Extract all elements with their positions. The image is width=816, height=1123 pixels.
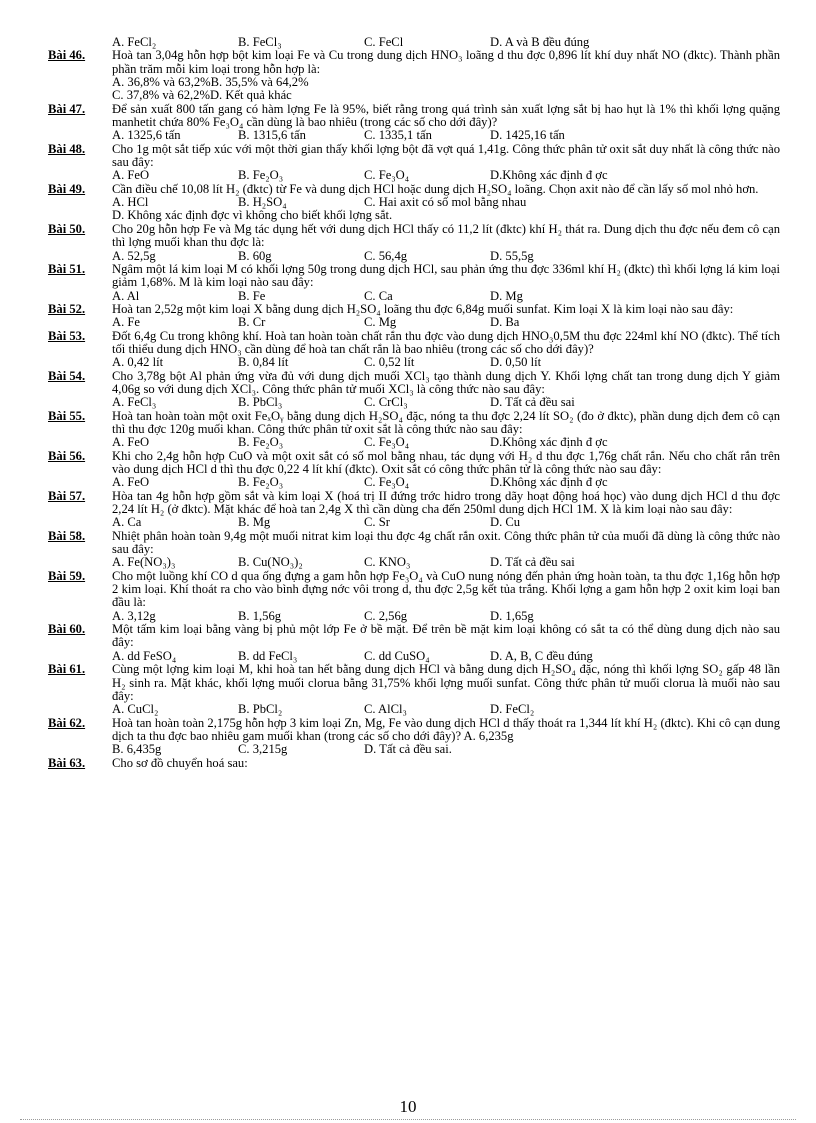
option-row: [112, 169, 780, 182]
question-text: Hoà tan 2,52g một kim loại X bằng dung dịch H₂SO₄ loãng thu đợc 6,84g muối sunfat. Kim loại X là kim loại nào sau đây:: [112, 301, 734, 316]
question-label: Bài 47.: [48, 101, 86, 116]
question-label: Bài 56.: [48, 448, 86, 463]
question-item: [48, 143, 780, 183]
question-body: [112, 223, 780, 263]
option-row: [112, 396, 780, 409]
answer-option: A. dd FeSO₄: [112, 648, 177, 663]
question-text: Cho sơ đồ chuyển hoá sau:: [112, 755, 248, 770]
question-label: Bài 46.: [48, 48, 86, 63]
answer-option: D. A và B đều đúng: [490, 35, 590, 49]
option-row: [112, 89, 780, 102]
answer-option: B. Cu(NO₃)₂: [238, 555, 303, 570]
question-text: Nhiệt phân hoàn toàn 9,4g một muối nitrat kim loại thu đợc 4g chất rắn oxit. Công thức phân tử của muối đã dùng là công thức nào sau đây:: [112, 528, 780, 557]
answer-option: B. Mg: [238, 515, 271, 530]
option-row: [112, 76, 780, 89]
question-text: Cho 20g hỗn hợp Fe và Mg tác dụng hết với dung dịch HCl thấy có 11,2 lít (đktc) khí H₂ thát ra. Dung dịch thu đợc nếu đem cô cạn thì lợng muối khan thu đợc là:: [112, 221, 780, 250]
option-row: [112, 556, 780, 569]
answer-option: D.Không xác định đ ợc: [490, 168, 608, 183]
question-item: [48, 49, 780, 102]
answer-option: A. HCl: [112, 195, 149, 210]
question-label: Bài 54.: [48, 368, 86, 383]
answer-option: D. FeCl₂: [490, 702, 535, 717]
answer-option: C. 0,52 lít: [364, 355, 415, 370]
answer-option: C. 56,4g: [364, 248, 408, 263]
answer-option: D. Tất cả đều sai: [490, 555, 575, 570]
answer-option: C. Fe₃O₄: [364, 435, 410, 450]
question-body: [112, 103, 780, 143]
question-item: [48, 623, 780, 663]
question-label: Bài 52.: [48, 301, 86, 316]
question-text: Cùng một lợng kim loại M, khi hoà tan hết bằng dung dịch HCl và bằng dung dịch H₂SO₄ đặc, nóng thì khối lợng SO₂ gấp 48 lần H₂ sinh ra. Mặt khác, khối lợng muối clorua bằng 31,75% khối lợng muối sunfat. Công thức phân tử muối clorua là muối nào sau đây:: [112, 662, 780, 703]
answer-option: C. Fe₃O₄: [364, 168, 410, 183]
answer-option: B. dd FeCl₃: [238, 648, 298, 663]
option-row: [112, 516, 780, 529]
question-body: [112, 490, 780, 530]
question-body: [112, 623, 780, 663]
answer-option: D. Không xác định đợc vì không cho biết khối lợng sắt.: [112, 208, 393, 223]
answer-option: A. FeCl₃: [112, 395, 157, 410]
option-row: [112, 250, 780, 263]
answer-option: D. 1425,16 tấn: [490, 128, 565, 143]
question-item: [48, 103, 780, 143]
question-text: Để sản xuất 800 tấn gang có hàm lợng Fe là 95%, biết rằng trong quá trình sản xuất lợng sắt bị hao hụt là 1% thì khối lợng quặng manhetit chứa 80% Fe₃O₄ cần dùng là bao nhiêu (trong các số cho dới đây)?: [112, 101, 780, 130]
answer-option: C. Sr: [364, 515, 390, 530]
answer-option: A. Ca: [112, 515, 142, 530]
question-text: Cho một luồng khí CO d qua ống đựng a gam hỗn hợp Fe₃O₄ và CuO nung nóng đến phản ứng hoàn toàn, ta thu đợc 1,16g hỗn hợp 2 kim loại. Khí thoát ra cho vào bình đựng nớc vôi trong d, thu đợc 2,5g kết tủa trắng. Khối lợng a gam hỗn hợp 2 oxit kim loại ban đầu là:: [112, 568, 780, 610]
question-text: Cho 3,78g bột Al phản ứng vừa đủ với dung dịch muối XCl₃ tạo thành dung dịch Y. Khối lợng chất tan trong dung dịch Y giảm 4,06g so với dung dịch XCl₃. Công thức phân tử muối XCl₃ là công thức nào sau đây:: [112, 368, 780, 396]
question-item: [48, 263, 780, 303]
question-label: Bài 60.: [48, 622, 86, 637]
question-label: Bài 48.: [48, 141, 86, 156]
question-item: [48, 757, 780, 770]
question-text: Ngâm một lá kim loại M có khối lợng 50g trong dung dịch HCl, sau phản ứng thu đợc 336ml khí H₂ (đktc) thì khối lợng lá kim loại giảm 1,68%. M là kim loại nào sau đây:: [112, 261, 780, 290]
answer-option: B. Cr: [238, 315, 266, 330]
question-label: Bài 62.: [48, 715, 86, 730]
question-body: [112, 303, 780, 330]
question-label: Bài 57.: [48, 488, 86, 503]
question-text: Hoà tan hoàn toàn một oxit FeₓOᵧ bằng dung dịch H₂SO₄ đặc, nóng ta thu đợc 2,24 lít SO₂ (đo ở đktc), phần dung dịch đem cô cạn thì thu đợc 120g muối khan. Công thức phân tử oxit sắt là công thức nào sau đây:: [112, 408, 780, 436]
option-row: [112, 209, 780, 222]
question-item: [48, 370, 780, 410]
question-label: Bài 63.: [48, 755, 86, 770]
answer-option: C. Ca: [364, 288, 393, 303]
answer-option: D. 55,5g: [490, 248, 534, 263]
answer-option: A. 52,5g: [112, 248, 156, 263]
option-row: [112, 703, 780, 716]
option-row: [112, 476, 780, 489]
answer-option: A. Fe: [112, 315, 140, 330]
question-text: Hòa tan 4g hỗn hợp gồm sắt và kim loại X (hoá trị II đứng trớc hidro trong dãy hoạt động hoá học) vào dung dịch HCl d thu đợc 2,24 lít H₂ (ở đktc). Mặt khác để hoà tan 2,4g X thì cần dùng cha đến 250ml dung dịch HCl 1M. X là kim loại nào sau đây:: [112, 488, 780, 517]
question-body: [112, 663, 780, 716]
answer-option: A. Fe(NO₃)₃: [112, 555, 176, 570]
answer-option: C. 3,215g: [238, 742, 288, 757]
answer-option: A. FeO: [112, 475, 150, 490]
answer-option: A. FeCl₂: [112, 35, 157, 49]
question-body: [112, 183, 780, 223]
answer-option: A. CuCl₂: [112, 702, 159, 717]
question-label: Bài 49.: [48, 181, 86, 196]
question-body: [112, 410, 780, 450]
option-row: [112, 436, 780, 449]
answer-option: C. 2,56g: [364, 608, 408, 623]
answer-option: B. Fe₂O₃: [238, 435, 284, 450]
answer-option: C. Hai axit có số mol bằng nhau: [364, 195, 527, 210]
answer-option: B. Fe₂O₃: [238, 168, 284, 183]
answer-option: D.Không xác định đ ợc: [490, 475, 608, 490]
answer-option: D. Mg: [490, 288, 523, 303]
option-row: [112, 650, 780, 663]
question-body: [112, 370, 780, 410]
answer-option: C. 37,8% và 62,2%D. Kết quả khác: [112, 88, 292, 103]
answer-option: C. FeCl: [364, 35, 404, 49]
answer-option: C. dd CuSO₄: [364, 648, 430, 663]
answer-option: B. 1315,6 tấn: [238, 128, 306, 143]
option-row: [112, 290, 780, 303]
question-label: Bài 50.: [48, 221, 86, 236]
question-text: Hoà tan hoàn toàn 2,175g hỗn hợp 3 kim loại Zn, Mg, Fe vào dung dịch HCl d thấy thoát ra 1,344 lít khí H₂ (đktc). Khi cô cạn dung dịch ta thu đợc bao nhiêu gam muối khan (trong các số cho dới đây)? A. 6,235g: [112, 715, 780, 743]
answer-option: C. 1335,1 tấn: [364, 128, 432, 143]
question-body: [112, 717, 780, 757]
question-body: [112, 143, 780, 183]
answer-option: A. Al: [112, 288, 140, 303]
answer-option: B. 1,56g: [238, 608, 282, 623]
question-label: Bài 53.: [48, 328, 86, 343]
question-text: Đốt 6,4g Cu trong không khí. Hoà tan hoàn toàn chất rắn thu đợc vào dung dịch HNO₃0,5M thu đợc 224ml khí NO (đktc). Thể tích tối thiểu dung dịch HNO₃ cần dùng để hoà tan chất rắn là bao nhiêu (trong các số cho dới đây)?: [112, 328, 780, 356]
question-label: Bài 61.: [48, 662, 86, 677]
answer-option: A. 36,8% và 63,2%B. 35,5% và 64,2%: [112, 75, 309, 90]
answer-option: C. KNO₃: [364, 555, 411, 570]
option-row: [112, 129, 780, 142]
question-item: [48, 717, 780, 757]
question-label: Bài 59.: [48, 568, 86, 583]
question-item: [48, 570, 780, 623]
intro-options: [48, 36, 780, 49]
question-label: Bài 55.: [48, 408, 86, 423]
option-row: [112, 196, 780, 209]
option-row: [112, 356, 780, 369]
question-item: [48, 490, 780, 530]
question-item: [48, 530, 780, 570]
question-item: [48, 330, 780, 370]
page-number: 10: [399, 1097, 417, 1116]
answer-option: A. 0,42 lít: [112, 355, 164, 370]
question-body: [112, 757, 780, 770]
option-row: [112, 610, 780, 623]
answer-option: D.Không xác định đ ợc: [490, 435, 608, 450]
option-row: [112, 316, 780, 329]
question-text: Cần điều chế 10,08 lít H₂ (đktc) từ Fe và dung dịch HCl hoặc dung dịch H₂SO₄ loãng. Chọn axit nào để cần lấy số mol nhỏ hơn.: [112, 181, 759, 196]
question-label: Bài 58.: [48, 528, 86, 543]
question-item: [48, 450, 780, 490]
answer-option: A. 3,12g: [112, 608, 156, 623]
answer-option: B. FeCl₃: [238, 35, 282, 49]
question-text: Một tấm kim loại bằng vàng bị phủ một lớp Fe ở bề mặt. Để trên bề mặt kim loại không có sắt ta có thể dùng dung dịch nào sau đây:: [112, 622, 780, 650]
answer-option: B. Fe: [238, 288, 266, 303]
question-label: Bài 51.: [48, 261, 86, 276]
answer-option: C. CrCl₃: [364, 395, 408, 410]
answer-option: B. 6,435g: [112, 742, 162, 757]
answer-option: D. Tất cả đều sai.: [364, 742, 452, 757]
question-body: [112, 450, 780, 490]
question-text: Hoà tan 3,04g hỗn hợp bột kim loại Fe và Cu trong dung dịch HNO₃ loãng d thu đợc 0,896 lít khí duy nhất NO (đktc). Thành phần phần trăm mỗi kim loại trong hỗn hợp là:: [112, 48, 780, 76]
answer-option: D. Ba: [490, 315, 520, 330]
answer-option: C. Mg: [364, 315, 397, 330]
question-item: [48, 303, 780, 330]
question-text: Khi cho 2,4g hỗn hợp CuO và một oxit sắt có số mol bằng nhau, tác dụng với H₂ d thu đợc 1,76g chất rắn. Nếu cho chất rắn trên vào dung dịch HCl d thì thu đợc 0,22 4 lít khí (đktc). Oxit sắt có công thức phân tử là công thức nào sau đây:: [112, 448, 780, 476]
answer-option: B. PbCl₂: [238, 702, 283, 717]
question-body: [112, 530, 780, 570]
question-body: [112, 49, 780, 102]
question-item: [48, 223, 780, 263]
question-item: [48, 183, 780, 223]
question-text: Cho 1g một sắt tiếp xúc với một thời gian thấy khối lợng bột đã vợt quá 1,41g. Công thức phân tử oxit sắt duy nhất là công thức nào sau đây:: [112, 141, 780, 170]
answer-option: C. Fe₃O₄: [364, 475, 410, 490]
footer-rule: [20, 1119, 796, 1120]
question-item: [48, 410, 780, 450]
answer-option: B. 60g: [238, 248, 272, 263]
answer-option: B. Fe₂O₃: [238, 475, 284, 490]
answer-option: A. FeO: [112, 435, 150, 450]
question-body: [112, 570, 780, 623]
answer-option: D. A, B, C đều đúng: [490, 648, 593, 663]
question-item: [48, 663, 780, 716]
answer-option: D. Cu: [490, 515, 521, 530]
question-body: [112, 330, 780, 370]
question-body: [112, 263, 780, 303]
option-row: [112, 743, 780, 756]
answer-option: D. 1,65g: [490, 608, 534, 623]
question-list: [48, 49, 780, 770]
answer-option: A. 1325,6 tấn: [112, 128, 181, 143]
answer-option: A. FeO: [112, 168, 150, 183]
answer-option: B. PbCl₃: [238, 395, 283, 410]
answer-option: B. H₂SO₄: [238, 195, 287, 210]
answer-option: C. AlCl₃: [364, 702, 407, 717]
document-content: [48, 36, 780, 770]
answer-option: D. 0,50 lít: [490, 355, 542, 370]
answer-option: D. Tất cả đều sai: [490, 395, 575, 410]
answer-option: B. 0,84 lít: [238, 355, 289, 370]
